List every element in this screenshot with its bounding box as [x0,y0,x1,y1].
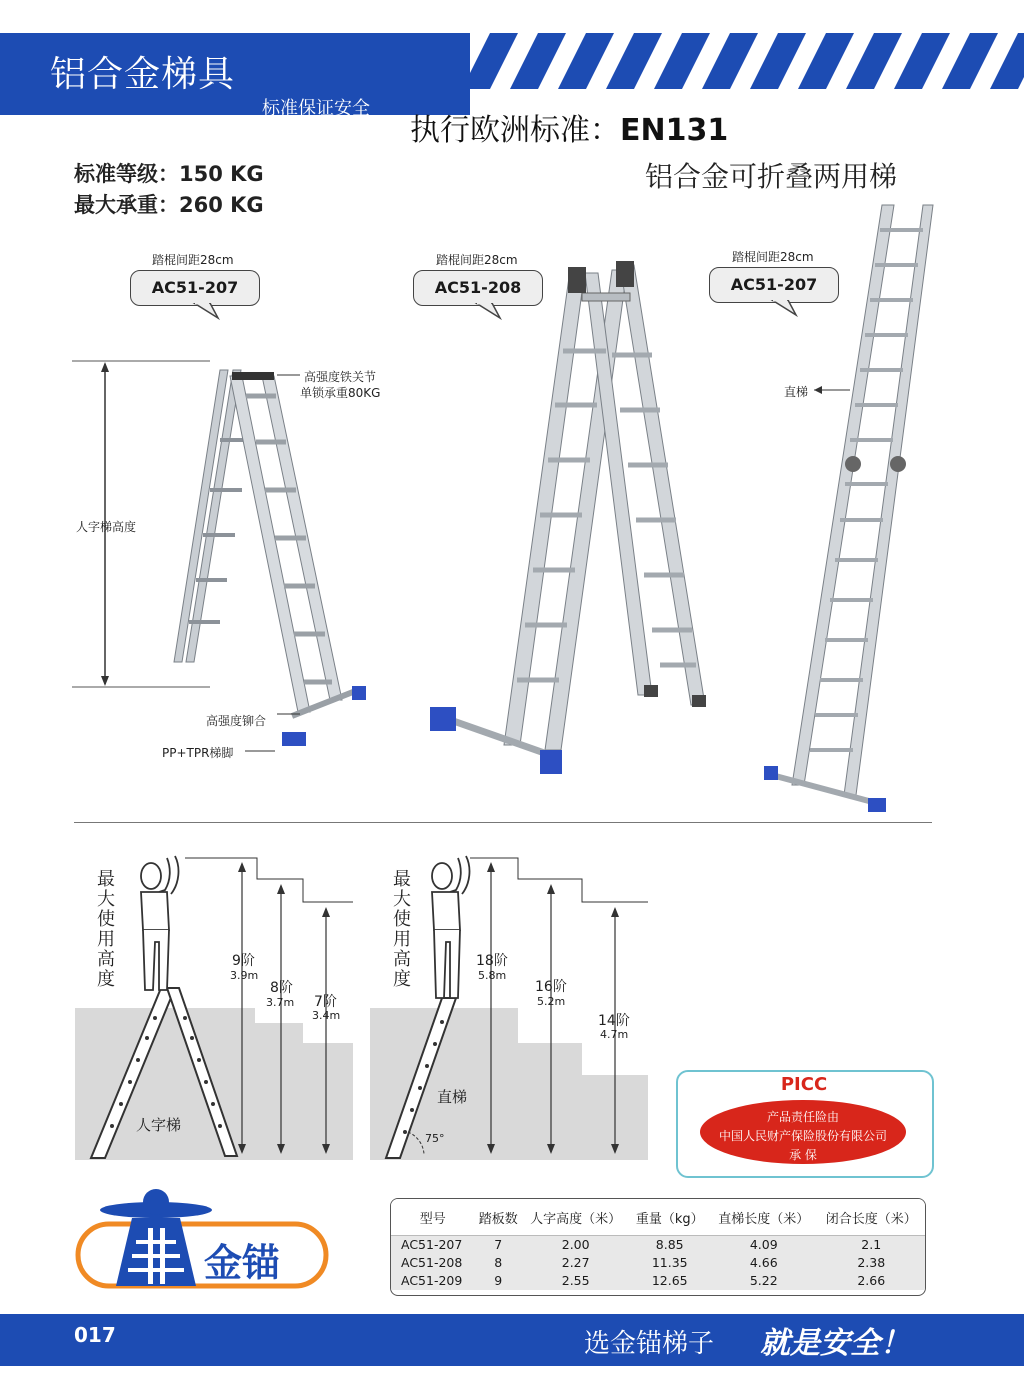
picc-line-2: 中国人民财产保险股份有限公司 [718,1129,887,1143]
page-number: 017 [74,1323,116,1347]
rivet-label: 高强度铆合 [206,714,267,728]
table-cell: 4.66 [710,1254,817,1272]
right-step-3-height: 4.7m [600,1028,629,1041]
col-header-straight-length: 直梯长度（米） [710,1199,817,1236]
col-header-aframe-height: 人字高度（米） [522,1199,629,1236]
table-cell: 5.22 [710,1272,817,1290]
table-cell: AC51-207 [391,1236,475,1255]
footer-slogan: 选金锚梯子 [584,1329,715,1359]
table-cell: 4.09 [710,1236,817,1255]
a-frame-height-diagram [75,850,355,1162]
right-step-3-count: 14阶 [598,1013,630,1029]
right-step-2-count: 16阶 [535,979,567,995]
table-header-row [391,1199,925,1236]
left-step-2-height: 3.7m [266,996,295,1009]
table-cell: AC51-209 [391,1272,475,1290]
foot-label: PP+TPR梯脚 [162,746,234,760]
table-row [391,1272,925,1290]
angle-label: 75° [425,1132,445,1145]
straight-ladder-illustration [760,200,940,820]
picc-line-3: 承 保 [789,1148,817,1162]
page-subtitle: 标准保证安全 [262,98,370,119]
spec-table [390,1198,926,1296]
hinge-load-label: 单锁承重80KG [300,386,381,400]
model-1-bubble: AC51-207 [130,270,260,306]
table-cell: 2.00 [522,1236,629,1255]
col-header-weight: 重量（kg） [629,1199,710,1236]
table-cell: 8 [475,1254,522,1272]
model-1-bubble-tail [190,303,230,321]
standard-code: EN131 [620,113,729,148]
right-step-2-height: 5.2m [537,995,566,1008]
table-cell: 2.38 [817,1254,925,1272]
hinge-label: 高强度铁关节 [304,370,377,384]
col-header-model: 型号 [391,1199,475,1236]
height-label: 人字梯高度 [76,520,137,534]
table-cell: AC51-208 [391,1254,475,1272]
max-height-label-left: 最大使用高度 [97,869,115,990]
page-title: 铝合金梯具 [50,54,236,95]
table-cell: 2.55 [522,1272,629,1290]
footer-slogan-emphasis: 就是安全！ [760,1326,910,1361]
table-cell: 11.35 [629,1254,710,1272]
picc-line-1: 产品责任险由 [766,1110,839,1124]
product-title: 铝合金可折叠两用梯 [645,160,898,193]
col-header-closed-length: 闭合长度（米） [817,1199,925,1236]
header-stripes [470,33,1024,89]
straight-label: 直梯 [784,385,809,399]
straight-diagram-label: 直梯 [437,1088,468,1106]
table-cell: 9 [475,1272,522,1290]
table-cell: 2.1 [817,1236,925,1255]
right-step-1-height: 5.8m [478,969,507,982]
a-frame-ladder-illustration [70,340,400,770]
table-row [391,1236,925,1255]
section-divider [74,822,932,823]
model-1-spacing: 踏棍间距28cm [152,253,234,267]
table-cell: 2.66 [817,1272,925,1290]
spec-grade: 标准等级：150 KG [74,162,264,186]
spec-max-load: 最大承重：260 KG [74,193,264,217]
brand-name: 金锚 [204,1241,281,1285]
table-cell: 12.65 [629,1272,710,1290]
table-cell: 7 [475,1236,522,1255]
right-step-1-count: 18阶 [476,953,508,969]
left-step-3-height: 3.4m [312,1009,341,1022]
standard-heading: 执行欧洲标准：EN131 [410,113,729,148]
table-cell: 8.85 [629,1236,710,1255]
left-step-2-count: 8阶 [270,980,293,996]
picc-logo-text: PICC [780,1074,828,1095]
left-step-3-count: 7阶 [314,994,337,1010]
col-header-steps: 踏板数 [475,1199,522,1236]
brand-logo [74,1188,330,1294]
model-3-bubble: AC51-207 [709,267,839,303]
model-2-bubble: AC51-208 [413,270,543,306]
model-3-spacing: 踏棍间距28cm [732,250,814,264]
max-height-label-right: 最大使用高度 [393,869,411,990]
table-cell: 2.27 [522,1254,629,1272]
table-row [391,1254,925,1272]
left-step-1-height: 3.9m [230,969,259,982]
folding-ladder-illustration [420,255,720,785]
model-2-spacing: 踏棍间距28cm [436,253,518,267]
left-step-1-count: 9阶 [232,953,255,969]
a-frame-diagram-label: 人字梯 [136,1116,182,1134]
